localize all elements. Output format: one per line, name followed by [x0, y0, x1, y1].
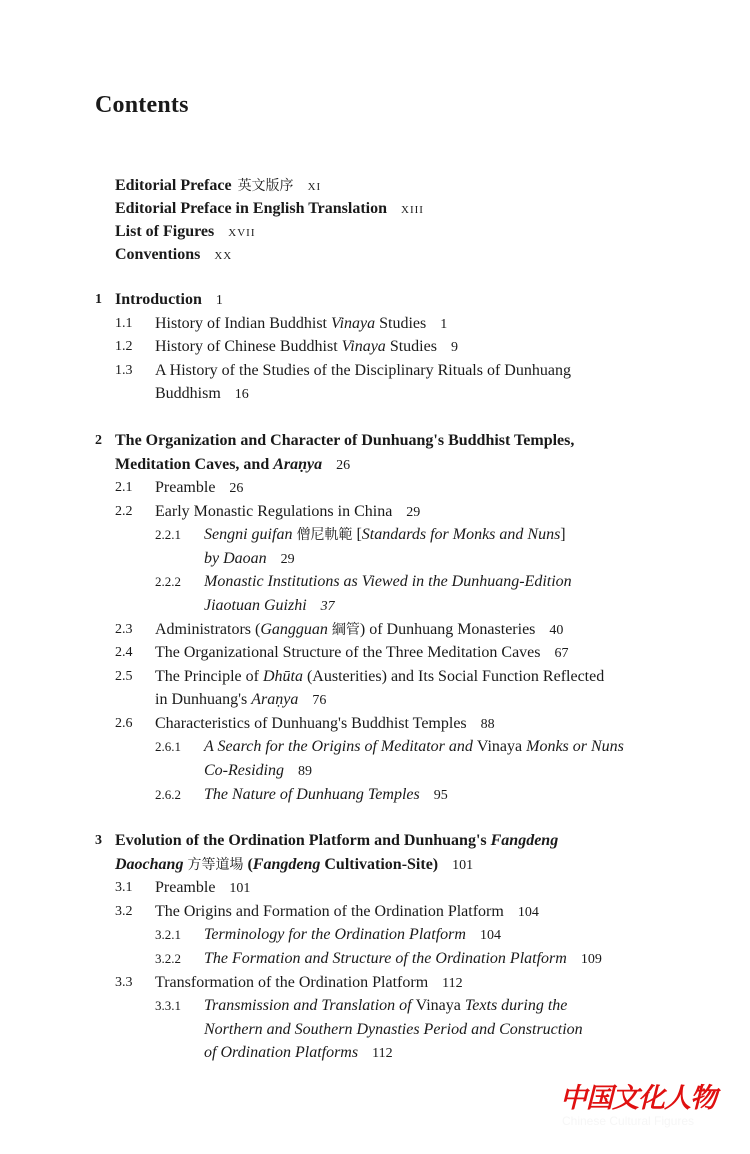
section-title: Characteristics of Dunhuang's Buddhist Temples: [155, 715, 467, 732]
page-number: 9: [450, 340, 458, 355]
page-number: 88: [480, 717, 495, 732]
toc-entry-list-of-figures[interactable]: [115, 220, 424, 243]
entry-label: List of Figures: [115, 223, 215, 240]
subsection-number: 2.6.1: [155, 739, 181, 754]
page-number: 89: [298, 764, 312, 779]
section-title: The Origins and Formation of the Ordination Platform: [155, 903, 504, 920]
section-number: 2.1: [115, 480, 133, 495]
subsection-number: 3.3.1: [155, 998, 181, 1013]
subsection-number: 2.6.2: [155, 787, 181, 802]
section-number: 2.3: [115, 622, 133, 637]
section-number: 2.2: [115, 504, 133, 519]
subsection-title: Terminology for the Ordination Platform: [204, 926, 466, 943]
toc-entry-editorial-preface-english[interactable]: [115, 197, 424, 220]
page-number: 95: [433, 788, 448, 803]
page-number: xvii: [228, 224, 256, 240]
page-number: 112: [372, 1046, 393, 1061]
page-number: 26: [336, 458, 351, 473]
page-number: xiii: [401, 201, 424, 217]
page-number: 109: [580, 952, 602, 967]
chapter-title-line-1: The Organization and Character of Dunhuang's Buddhist Temples,: [115, 432, 575, 449]
page-number: 40: [549, 623, 564, 638]
subsection-title-line-2: Jiaotuan Guizhi: [204, 597, 307, 614]
subsection-title: The Formation and Structure of the Ordination Platform: [204, 950, 567, 967]
page-number: 104: [479, 928, 501, 943]
page-number: xi: [307, 178, 322, 194]
page-number: xx: [214, 247, 233, 263]
section-title: Preamble: [155, 479, 216, 496]
section-number: 3.3: [115, 975, 133, 990]
subsection-title-line-3: of Ordination Platforms: [204, 1044, 359, 1061]
page-number: 101: [229, 881, 251, 896]
section-number: 2.6: [115, 716, 133, 731]
section-number: 3.1: [115, 880, 133, 895]
section-number: 3.2: [115, 904, 133, 919]
section-title: The Organizational Structure of the Three Meditation Caves: [155, 644, 541, 661]
page-number: 16: [234, 387, 249, 402]
subsection-title: The Nature of Dunhuang Temples: [204, 786, 420, 803]
page-number: 104: [517, 905, 539, 920]
section-number: 1.2: [115, 339, 133, 354]
page-number: 37: [320, 599, 335, 614]
page-number: 26: [229, 481, 244, 496]
watermark-subtitle: Chinese Cultural Figures: [562, 1114, 695, 1128]
page-title: Contents: [95, 92, 189, 118]
section-title: Transformation of the Ordination Platform: [155, 974, 429, 991]
page-number: 29: [280, 552, 295, 567]
page-number: 101: [452, 858, 474, 873]
entry-label: Editorial Preface in English Translation: [115, 200, 388, 217]
page-number: 112: [442, 976, 463, 991]
page-number: 1: [215, 293, 223, 308]
section-title-line-1: A History of the Studies of the Disciplinary Rituals of Dunhuang: [155, 362, 571, 379]
page-number: 67: [554, 646, 569, 661]
section-title-line-2: Buddhism: [155, 385, 221, 402]
section-number: 2.5: [115, 669, 133, 684]
section-number: 1.1: [115, 316, 133, 331]
chapter-number: 2: [95, 433, 102, 448]
page-number: 29: [406, 505, 421, 520]
watermark-logo: 中国文化人物: [560, 1083, 716, 1114]
subsection-number: 3.2.1: [155, 927, 181, 942]
entry-cjk: 英文版序: [237, 178, 294, 194]
subsection-number: 2.2.2: [155, 574, 181, 589]
chapter-number: 3: [95, 833, 102, 848]
section-title: Early Monastic Regulations in China: [155, 503, 393, 520]
entry-label: Editorial Preface: [115, 177, 232, 194]
page-number: 76: [312, 693, 327, 708]
page-number: 1: [440, 317, 448, 332]
section-number: 2.4: [115, 645, 133, 660]
subsection-number: 2.2.1: [155, 527, 181, 542]
chapter-number: 1: [95, 292, 102, 307]
toc-entry-conventions[interactable]: [115, 243, 424, 266]
section-number: 1.3: [115, 363, 133, 378]
chapter-title: Introduction: [115, 291, 202, 308]
subsection-title-line-2: Northern and Southern Dynasties Period and Construction: [204, 1021, 583, 1038]
toc-entry-editorial-preface[interactable]: [115, 174, 424, 197]
section-title: Preamble: [155, 879, 216, 896]
front-matter-list: [115, 174, 424, 266]
entry-label: Conventions: [115, 246, 201, 263]
subsection-number: 3.2.2: [155, 951, 181, 966]
subsection-title-line-1: Monastic Institutions as Viewed in the Dunhuang-Edition: [204, 573, 572, 590]
